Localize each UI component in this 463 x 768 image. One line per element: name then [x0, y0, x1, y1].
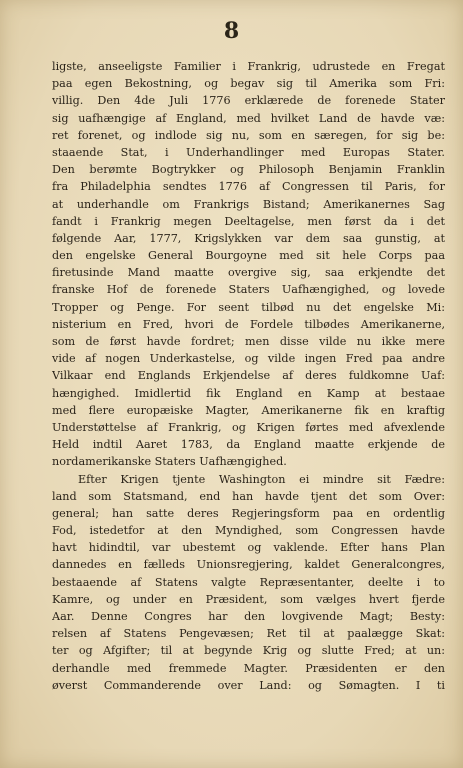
text-line: som de først havde fordret; men disse vilde nu ikke mere [52, 335, 445, 348]
text-line: Fod, istedetfor at den Myndighed, som Congressen havde [52, 524, 445, 538]
text-line: ret forenet, og indlode sig nu, som en særegen, for sig be: [52, 128, 445, 142]
text-line: relsen af Statens Pengevæsen; Ret til at paalægge Skat: [52, 627, 445, 641]
text-line: vide af nogen Underkastelse, og vilde ingen Fred paa andre [52, 352, 445, 366]
text-line: dannedes en fælleds Unionsregjering, kaldet Generalcongres, [52, 558, 445, 572]
text-line: Held indtil Aaret 1783, da England maatte erkjende de [52, 438, 445, 452]
text-line: Den berømte Bogtrykker og Philosoph Benjamin Franklin [52, 163, 445, 177]
text-line: Efter Krigen tjente Washington ei mindre sit Fædre: [78, 472, 445, 486]
text-line: at underhandle om Frankrigs Bistand; Amerikanernes Sag [52, 197, 445, 211]
text-line: Tropper og Penge. For seent tilbød nu det engelske Mi: [52, 300, 445, 314]
text-line: følgende Aar, 1777, Krigslykken var dem saa gunstig, at [52, 231, 445, 245]
text-line: havt hidindtil, var ubestemt og vaklende. Efter hans Plan [52, 541, 445, 555]
page-number: 8 [223, 18, 240, 44]
text-line: øverst Commanderende over Land: og Sømagten. I ti [52, 678, 445, 692]
text-line: nisterium en Fred, hvori de Fordele tilbødes Amerikanerne, [52, 317, 445, 331]
text-line: bestaaende af Statens valgte Repræsentanter, deelte i to [52, 575, 445, 589]
text-line: paa egen Bekostning, og begav sig til Amerika som Fri: [52, 77, 445, 91]
text-line: villig. Den 4de Juli 1776 erklærede de forenede Stater [52, 94, 445, 108]
text-line: franske Hof de forenede Staters Uafhængighed, og lovede [52, 283, 445, 297]
text-line: Aar. Denne Congres har den lovgivende Magt; Besty: [52, 610, 445, 623]
text-line: land som Statsmand, end han havde tjent det som Over: [52, 489, 445, 503]
text-line: den engelske General Bourgoyne med sit hele Corps paa [52, 249, 445, 263]
text-line: hængighed. Imidlertid fik England en Kamp at bestaae [52, 386, 445, 400]
text-line: nordamerikanske Staters Uafhængighed. [52, 455, 287, 469]
text-line: fra Philadelphia sendtes 1776 af Congressen til Paris, for [52, 180, 445, 194]
text-line: staaende Stat, i Underhandlinger med Europas Stater. [52, 145, 445, 159]
text-line: sig uafhængige af England, med hvilket Land de havde væ: [52, 111, 445, 125]
text-line: derhandle med fremmede Magter. Præsidenten er den [52, 661, 445, 675]
text-line: med flere europæiske Magter, Amerikanerne fik en kraftig [52, 403, 445, 417]
text-line: Kamre, og under en Præsident, som vælges hvert fjerde [52, 592, 445, 606]
text-line: general; han satte deres Regjeringsform paa en ordentlig [52, 506, 445, 520]
text-line: fandt i Frankrig megen Deeltagelse, men først da i det [52, 214, 445, 228]
text-line: Vilkaar end Englands Erkjendelse af deres fuldkomne Uaf: [52, 369, 445, 383]
text-line: ter og Afgifter; til at begynde Krig og slutte Fred; at un: [52, 644, 445, 658]
body-text [52, 58, 445, 694]
text-line: firetusinde Mand maatte overgive sig, saa erkjendte det [52, 266, 445, 280]
text-line: ligste, anseeligste Familier i Frankrig, udrustede en Fregat [52, 60, 445, 73]
text-line: Understøttelse af Frankrig, og Krigen førtes med afvexlende [52, 420, 445, 434]
